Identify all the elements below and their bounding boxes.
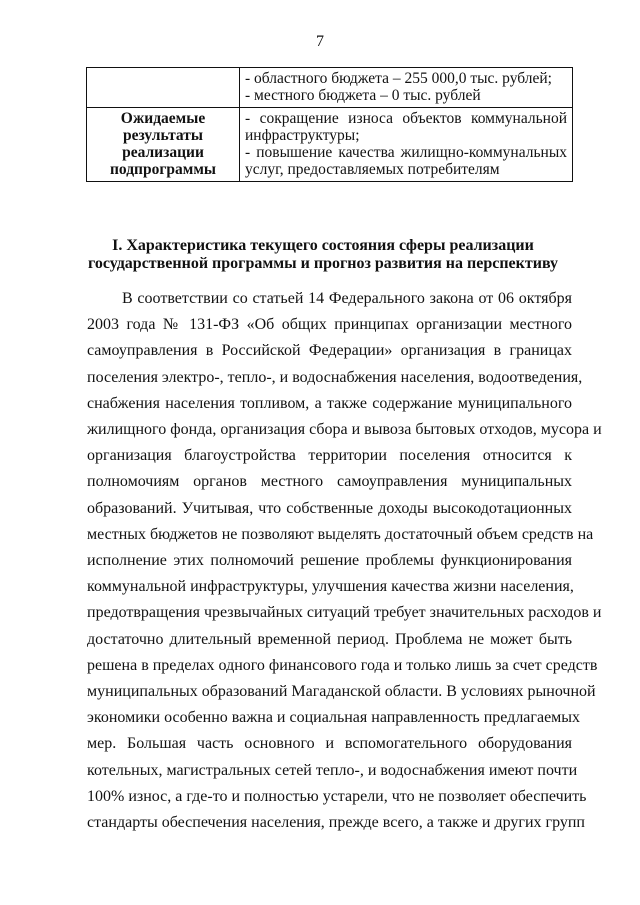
- result-line: инфраструктуры;: [245, 127, 360, 144]
- body-line: поселения электро-, тепло-, и водоснабжения населения, водоотведения,: [87, 368, 583, 386]
- body-line: мер. Большая часть основного и вспомогательного оборудования: [87, 735, 572, 753]
- body-paragraph: [87, 286, 602, 836]
- body-line: 100% износ, а где-то и полностью устарели, что не позволяет обеспечить: [87, 787, 587, 805]
- body-line: 2003 года № 131-ФЗ «Об общих принципах организации местного: [87, 316, 572, 334]
- section-heading-line: государственной программы и прогноз развития на перспективу: [87, 255, 559, 272]
- result-line: - повышение качества жилищно-коммунальных: [245, 144, 567, 161]
- body-line: предотвращения чрезвычайных ситуаций требует значительных расходов и: [87, 604, 602, 622]
- section-heading: [80, 237, 566, 273]
- body-line: полномочиям органов местного самоуправления муниципальных: [87, 473, 572, 491]
- body-line: решена в пределах одного финансового года и только лишь за счет средств: [87, 656, 598, 674]
- body-line: В соответствии со статьей 14 Федерального закона от 06 октября: [122, 290, 572, 307]
- body-line: коммунальной инфраструктуры, улучшения качества жизни населения,: [87, 578, 574, 596]
- funding-cell: [240, 68, 573, 108]
- subprogram-passport-table: [86, 67, 573, 182]
- result-line: услуг, предоставляемых потребителям: [245, 161, 500, 178]
- body-line: котельных, магистральных сетей тепло-, и водоснабжения имеют почти: [87, 761, 578, 779]
- expected-results-cell: [240, 108, 573, 182]
- body-line: жилищного фонда, организация сбора и вывоза бытовых отходов, мусора и: [87, 421, 602, 439]
- table-row-funding: [87, 68, 573, 108]
- section-heading-line: I. Характеристика текущего состояния сферы реализации: [112, 237, 534, 254]
- table-row-expected-results: [87, 108, 573, 182]
- page-number: 7: [316, 33, 324, 50]
- result-line: - сокращение износа объектов коммунальной: [245, 110, 567, 127]
- body-line: стандарты обеспечения населения, прежде всего, а также и других групп: [87, 814, 585, 832]
- body-line: муниципальных образований Магаданской области. В условиях рыночной: [87, 683, 596, 701]
- body-line: организация благоустройства территории поселения относится к: [87, 447, 572, 465]
- body-line: экономики особенно важна и социальная направленность предлагаемых: [87, 709, 581, 727]
- funding-local-budget: - местного бюджета – 0 тыс. рублей: [245, 87, 481, 104]
- expected-results-label: Ожидаемые результаты реализации подпрограммы: [87, 108, 240, 182]
- body-line: местных бюджетов не позволяют выделять достаточный объем средств на: [87, 525, 594, 543]
- body-line: достаточно длительный временной период. Проблема не может быть: [87, 630, 572, 648]
- row-label-empty: [87, 68, 240, 108]
- funding-regional-budget: - областного бюджета – 255 000,0 тыс. рублей;: [245, 70, 552, 87]
- body-line: исполнение этих полномочий решение проблемы функционирования: [87, 552, 572, 570]
- body-line: образований. Учитывая, что собственные доходы высокодотационных: [87, 499, 572, 517]
- body-line: снабжения населения топливом, а также содержание муниципального: [87, 394, 572, 412]
- body-line: самоуправления в Российской Федерации» организация в границах: [87, 342, 572, 360]
